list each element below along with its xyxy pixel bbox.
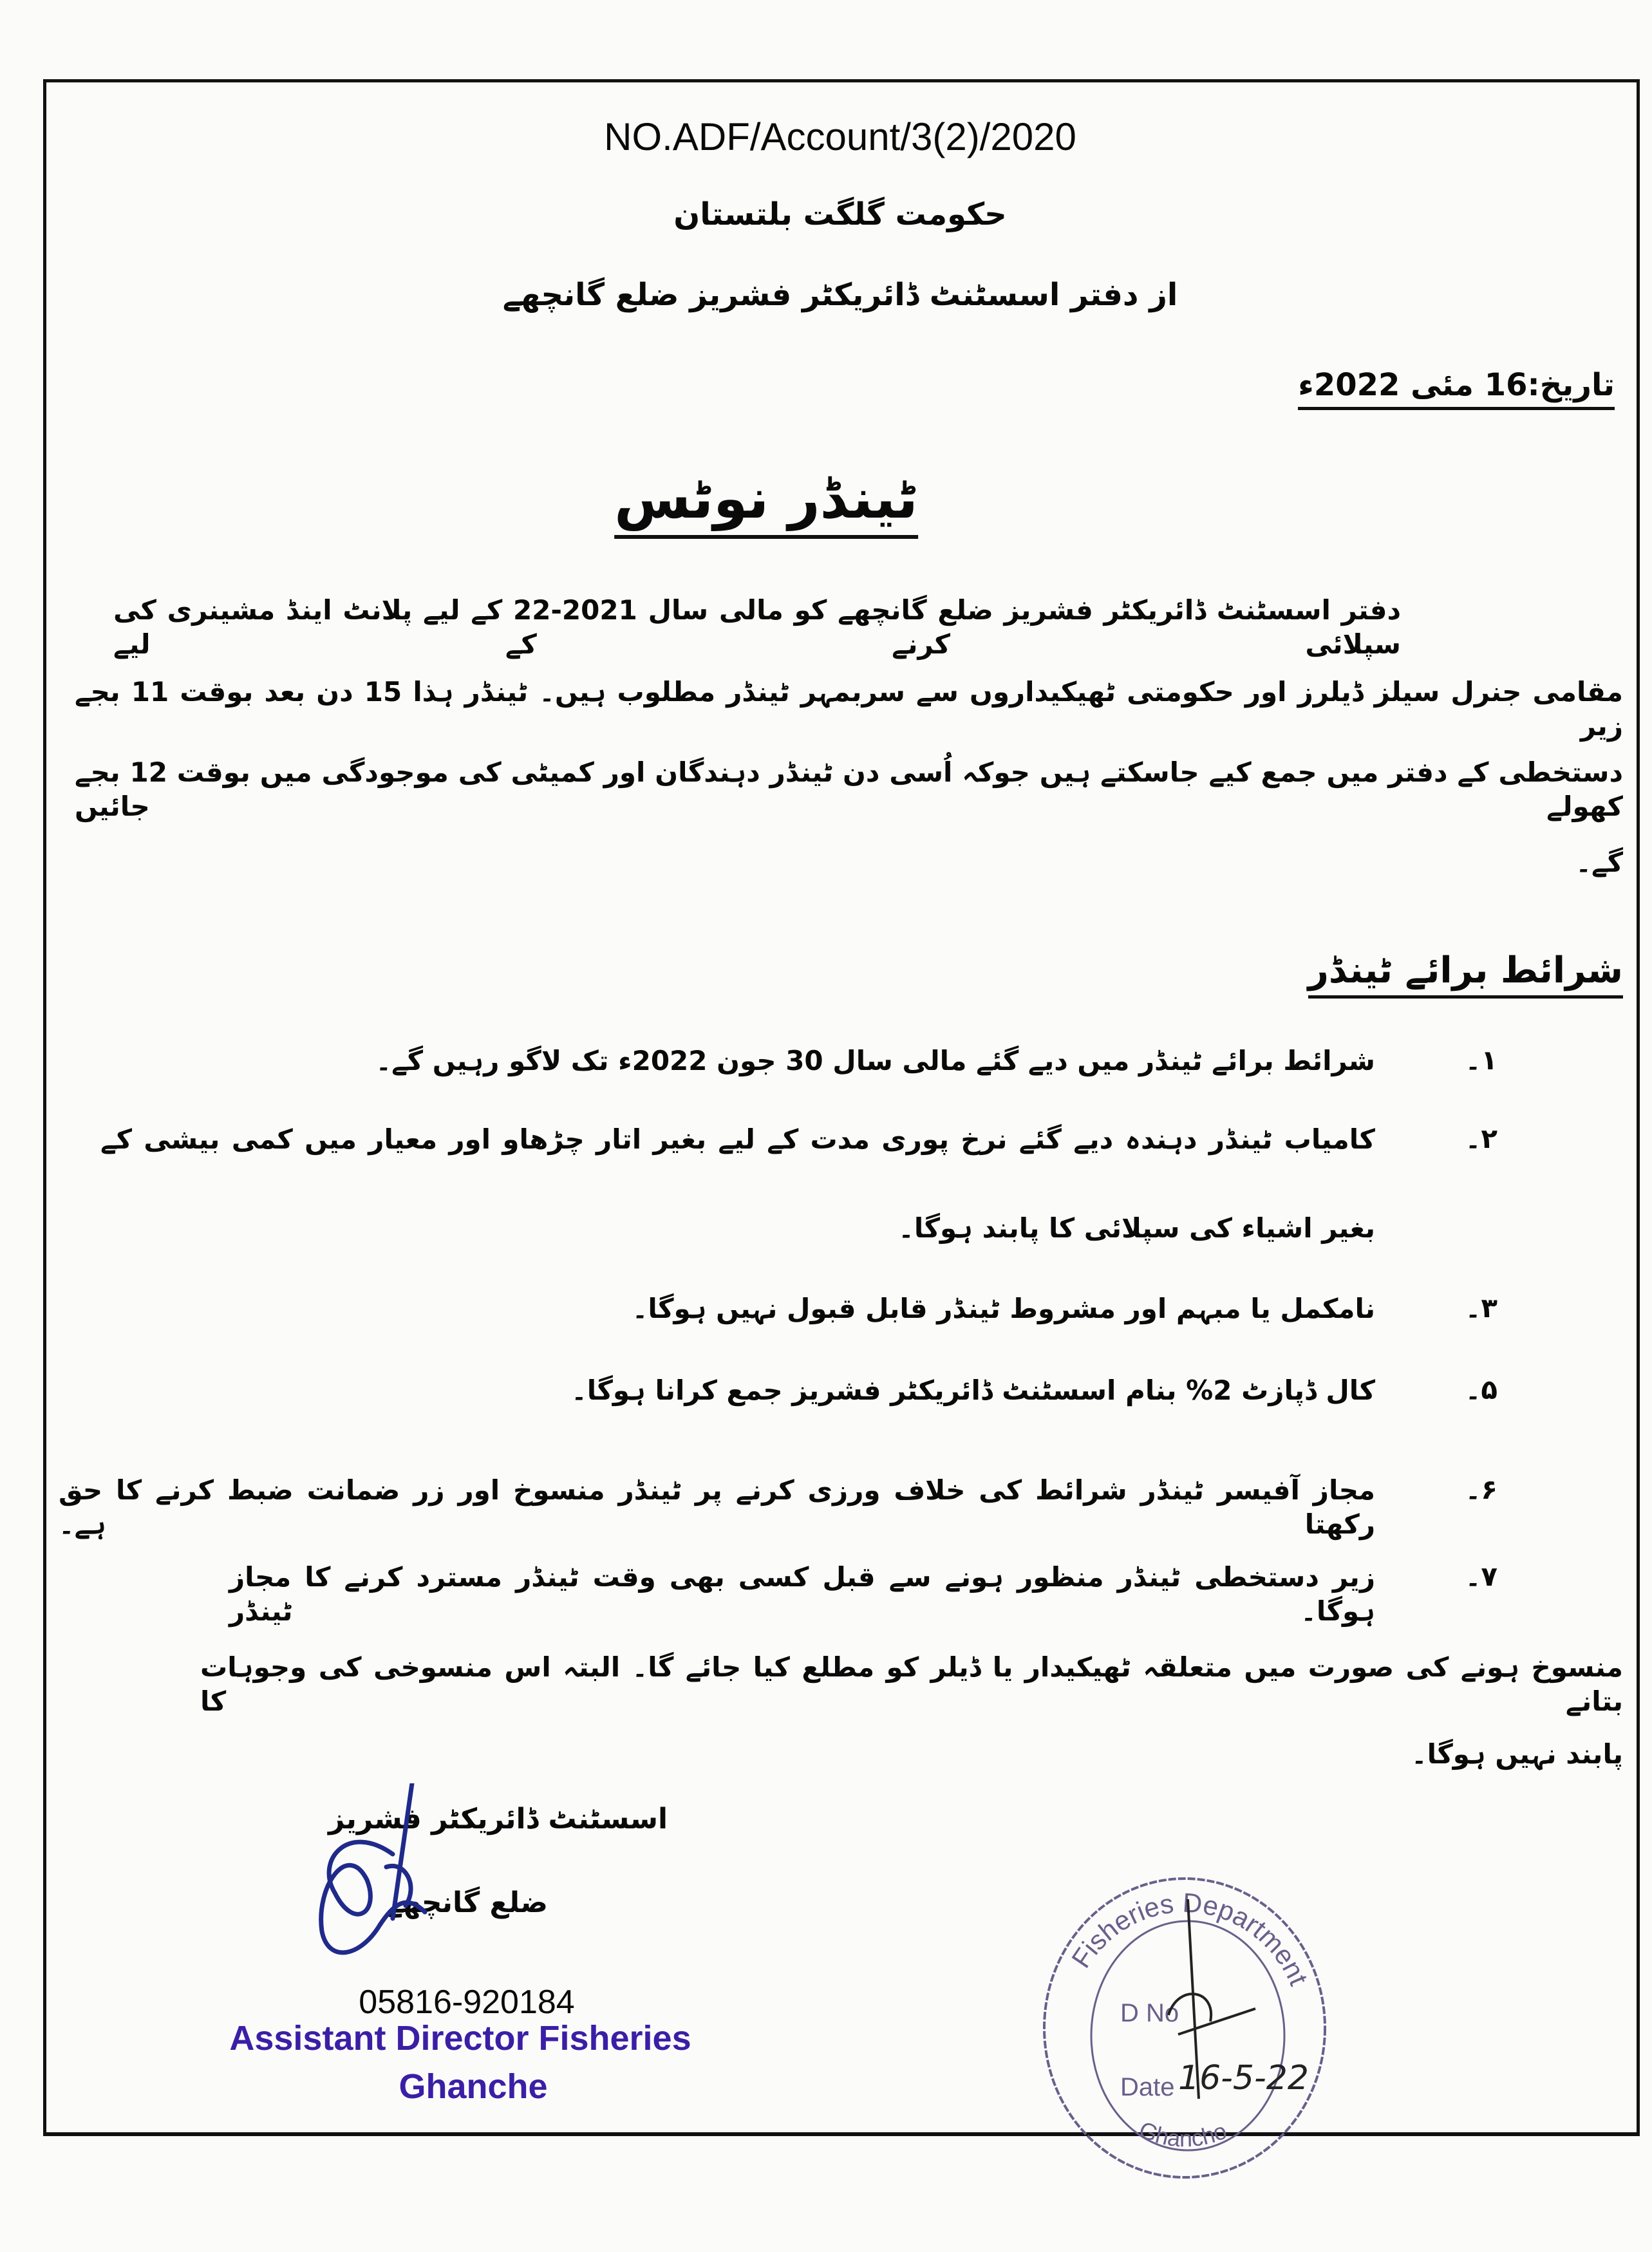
stamp-title: Assistant Director Fisheries: [229, 2019, 691, 2058]
stamp-bottom-text: Ghancho: [1135, 2116, 1231, 2152]
condition-number: ۷۔: [1465, 1561, 1497, 1592]
condition-number: ۶۔: [1465, 1474, 1497, 1505]
svg-text:Ghancho: [1136, 2116, 1231, 2152]
signatory-district: ضلع گانچھے: [386, 1886, 549, 1919]
condition-text: مجاز آفیسر ٹینڈر شرائط کی خلاف ورزی کرنے پر ٹینڈر منسوخ اور زر ضمانت ضبط کرنے کا حق رکھتا ہے۔: [59, 1474, 1375, 1540]
government-heading: حکومت گلگت بلتستان: [673, 196, 1007, 232]
condition-text: کامیاب ٹینڈر دہندہ دیے گئے نرخ پوری مدت کے لیے بغیر اتار چڑھاو اور معیار میں کمی بیشی کے: [100, 1123, 1375, 1155]
condition-text: زیر دستخطی ٹینڈر منظور ہونے سے قبل کسی بھی وقت ٹینڈر مسترد کرنے کا مجاز ہوگا۔ ٹینڈر: [229, 1561, 1375, 1627]
condition-text: منسوخ ہونے کی صورت میں متعلقہ ٹھیکیدار یا ڈیلر کو مطلع کیا جائے گا۔ البتہ اس منسوخی کی وجوہات بتانے کا: [200, 1651, 1623, 1717]
condition-text: بغیر اشیاء کی سپلائی کا پابند ہوگا۔: [898, 1212, 1375, 1244]
reference-number: NO.ADF/Account/3(2)/2020: [604, 115, 1076, 158]
condition-text: کال ڈپازٹ 2% بنام اسسٹنٹ ڈائریکٹر فشریز جمع کرانا ہوگا۔: [571, 1375, 1375, 1406]
notice-title: ٹینڈر نوٹس: [614, 467, 918, 539]
condition-text: نامکمل یا مبہم اور مشروط ٹینڈر قابل قبول نہیں ہوگا۔: [632, 1293, 1375, 1324]
condition-number: ۲۔: [1465, 1123, 1497, 1154]
signatory-designation: اسسٹنٹ ڈائریکٹر فشریز: [328, 1803, 668, 1835]
stamp-district: Ghanche: [399, 2067, 548, 2106]
paragraph-line: دفتر اسسٹنٹ ڈائریکٹر فشریز ضلع گانچھے کو مالی سال 2021-22 کے لیے پلانٹ اینڈ مشینری کی سپلائی کرنے کے لیے: [113, 594, 1402, 660]
condition-number: ۵۔: [1465, 1374, 1497, 1405]
conditions-heading: شرائط برائے ٹینڈر: [1308, 950, 1623, 999]
stamp-ring-text: Fisheries Department: [1065, 1887, 1315, 1990]
paragraph-line: گے۔: [1575, 847, 1623, 878]
condition-number: ۳۔: [1465, 1292, 1497, 1324]
stamp-date-value: 16-5-22: [1178, 2059, 1309, 2097]
notice-date: تاریخ:16 مئی 2022ء: [1298, 367, 1615, 410]
round-office-stamp: [1030, 1867, 1339, 2189]
stamp-date-label: Date: [1120, 2073, 1175, 2101]
condition-text: شرائط برائے ٹینڈر میں دیے گئے مالی سال 30 جون 2022ء تک لاگو رہیں گے۔: [375, 1045, 1375, 1076]
stamp-dno-label: D No: [1120, 1999, 1179, 2027]
office-heading: از دفتر اسسٹنٹ ڈائریکٹر فشریز ضلع گانچھے: [502, 277, 1178, 313]
office-phone: 05816-920184: [359, 1984, 575, 2021]
paragraph-line: دستخطی کے دفتر میں جمع کیے جاسکتے ہیں جوکہ اُسی دن ٹینڈر دہندگان اور کمیٹی کی موجودگی میں بوقت 12 بجے کھولے جائیں: [75, 756, 1623, 822]
condition-text: پابند نہیں ہوگا۔: [1411, 1738, 1623, 1770]
condition-number: ۱۔: [1465, 1044, 1497, 1076]
paragraph-line: مقامی جنرل سیلز ڈیلرز اور حکومتی ٹھیکیداروں سے سربمہر ٹینڈر مطلوب ہیں۔ ٹینڈر ہذا 15 دن بعد بوقت 11 بجے زیر: [75, 676, 1623, 742]
handwritten-signature: [309, 1783, 541, 1976]
